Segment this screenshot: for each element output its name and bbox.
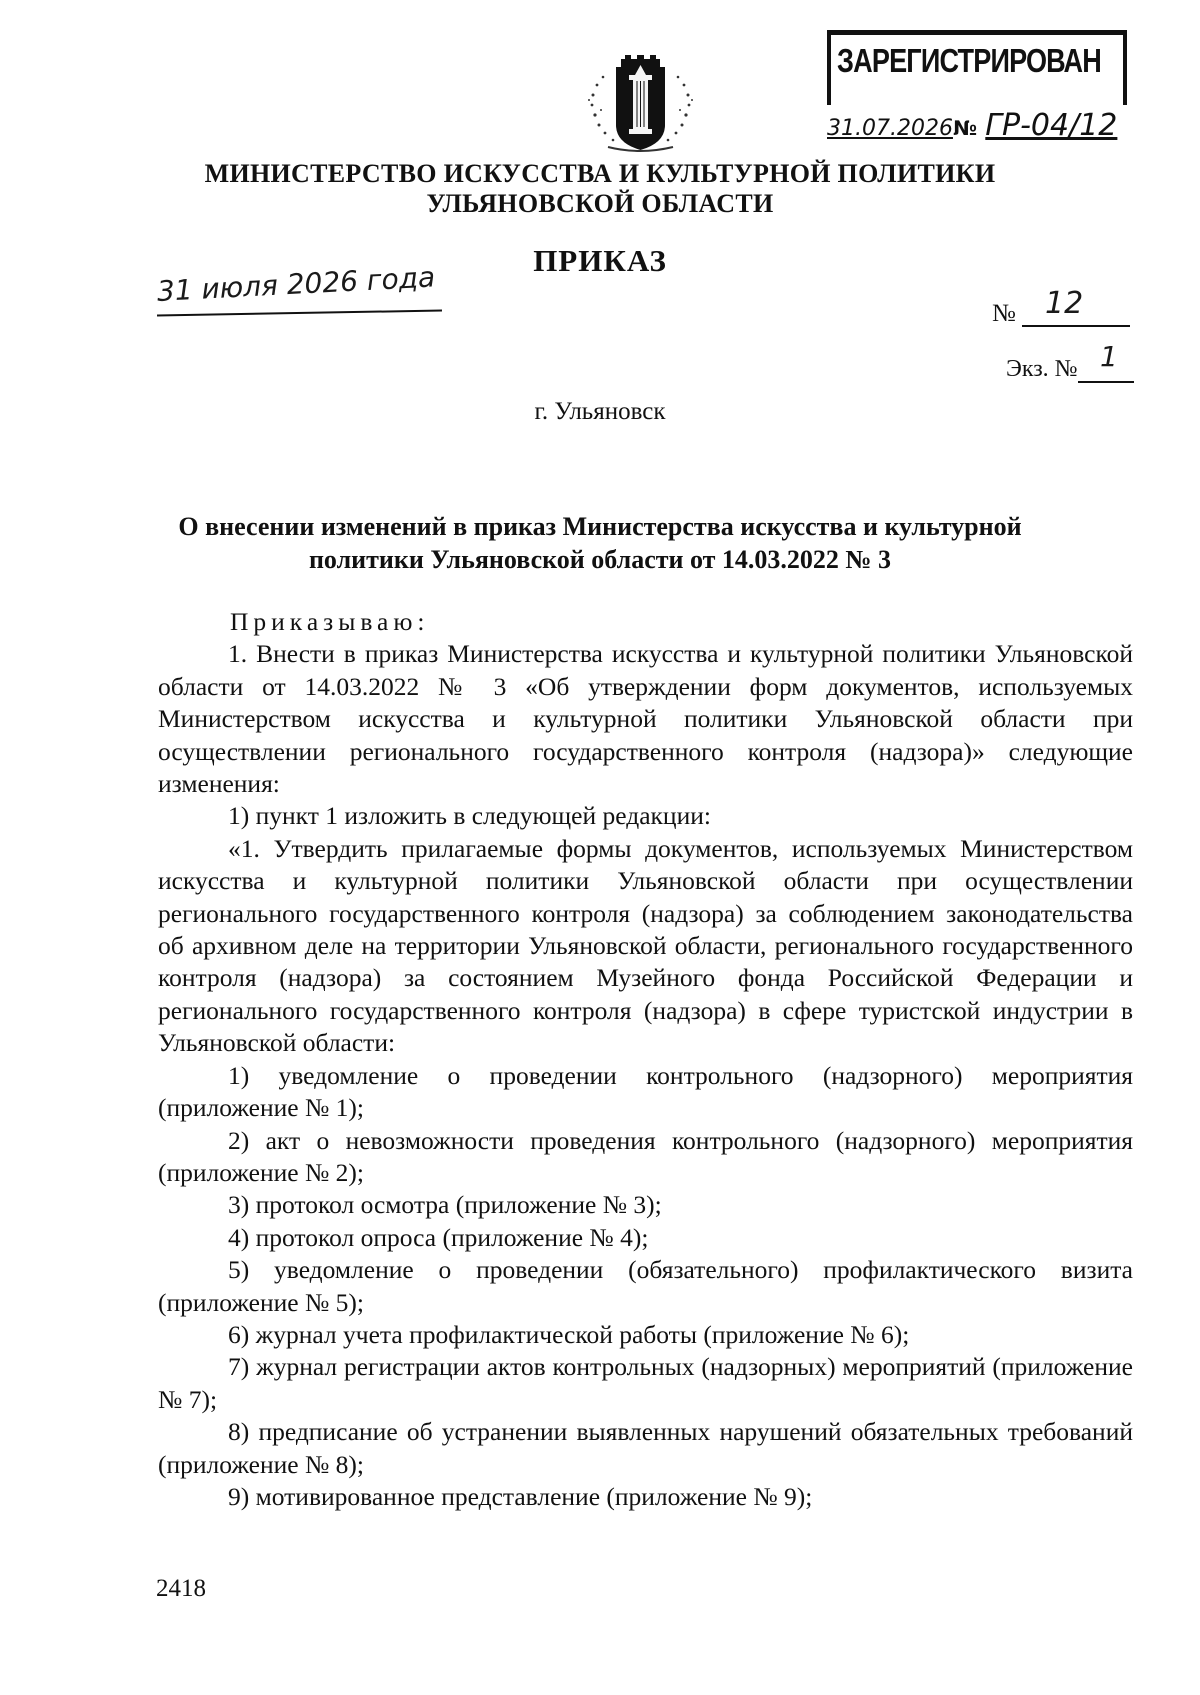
list-item: 7) журнал регистрации актов контрольных (надзорных) мероприятий (приложение № 7); xyxy=(158,1352,1133,1414)
ministry-name-line2: УЛЬЯНОВСКОЙ ОБЛАСТИ xyxy=(426,189,774,218)
list-item: 4) протокол опроса (приложение № 4); xyxy=(228,1222,649,1252)
order-title-line1: О внесении изменений в приказ Министерства искусства и культурной xyxy=(178,512,1022,541)
list-item: 2) акт о невозможности проведения контрольного (надзорного) мероприятия (приложение № 2); xyxy=(158,1125,1133,1187)
handwritten-date: 31 июля 2026 года xyxy=(156,260,436,308)
page-code: 2418 xyxy=(156,1575,206,1602)
order-number-underline xyxy=(1022,325,1130,327)
stamp-reg-date: 31.07.2026 xyxy=(827,116,953,141)
order-body xyxy=(158,606,1133,1513)
list-item: 5) уведомление о проведении (обязательного) профилактического визита (приложение № 5); xyxy=(158,1255,1133,1317)
city: г. Ульяновск xyxy=(534,398,666,425)
list-item: 1) уведомление о проведении контрольного (надзорного) мероприятия (приложение № 1); xyxy=(158,1060,1133,1123)
date-underline xyxy=(157,310,442,317)
list-item: 6) журнал учета профилактической работы (приложение № 6); xyxy=(228,1319,910,1349)
registration-stamp xyxy=(827,30,1127,146)
document-type-title: ПРИКАЗ xyxy=(533,243,667,278)
paragraph-1-subitem-1: 1) пункт 1 изложить в следующей редакции: xyxy=(228,801,711,831)
order-title-line2: политики Ульяновской области от 14.03.2022 № 3 xyxy=(308,545,892,574)
list-item: 3) протокол осмотра (приложение № 3); xyxy=(228,1190,662,1220)
list-item: 9) мотивированное представление (приложение № 9); xyxy=(228,1481,813,1511)
stamp-reg-number: ГР-04/12 xyxy=(985,108,1118,143)
order-number-label: № xyxy=(992,300,1016,327)
paragraph-new-edition: «1. Утвердить прилагаемые формы документов, используемых Министерством искусства и культурной политики Ульяновской области при осуществлении регионального государственного контроля (надзора) за соблюдением законодательства об архивном деле на территории Ульяновской области, регионального государственного контроля (надзора) за состоянием Музейного фонда Российской Федерации и регионального государственного контроля (надзора) в сфере туристской индустрии в Ульяновской области: xyxy=(158,833,1133,1058)
order-intro: Приказываю: xyxy=(230,607,430,636)
copy-number-underline xyxy=(1078,381,1134,383)
handwritten-order-number: 12 xyxy=(1045,286,1084,321)
stamp-number-sign: № xyxy=(952,116,978,140)
ministry-name-line1: МИНИСТЕРСТВО ИСКУССТВА И КУЛЬТУРНОЙ ПОЛИТИКИ xyxy=(204,159,996,188)
coat-of-arms-emblem xyxy=(583,55,698,155)
copy-number-label: Экз. № xyxy=(1006,356,1078,382)
stamp-registration-line xyxy=(827,108,1127,148)
handwritten-copy-number: 1 xyxy=(1100,340,1118,373)
stamp-title: ЗАРЕГИСТРИРОВАН xyxy=(837,42,1102,79)
paragraph-1: 1. Внести в приказ Министерства искусства и культурной политики Ульяновской области от 14.03.2022 № 3 «Об утверждении форм документов, используемых Министерством искусства и культурной политики Ульяновской области при осуществлении регионального государственного контроля (надзора)» следующие изменения: xyxy=(158,639,1133,799)
list-item: 8) предписание об устранении выявленных нарушений обязательных требований (приложение № 8); xyxy=(158,1417,1133,1479)
